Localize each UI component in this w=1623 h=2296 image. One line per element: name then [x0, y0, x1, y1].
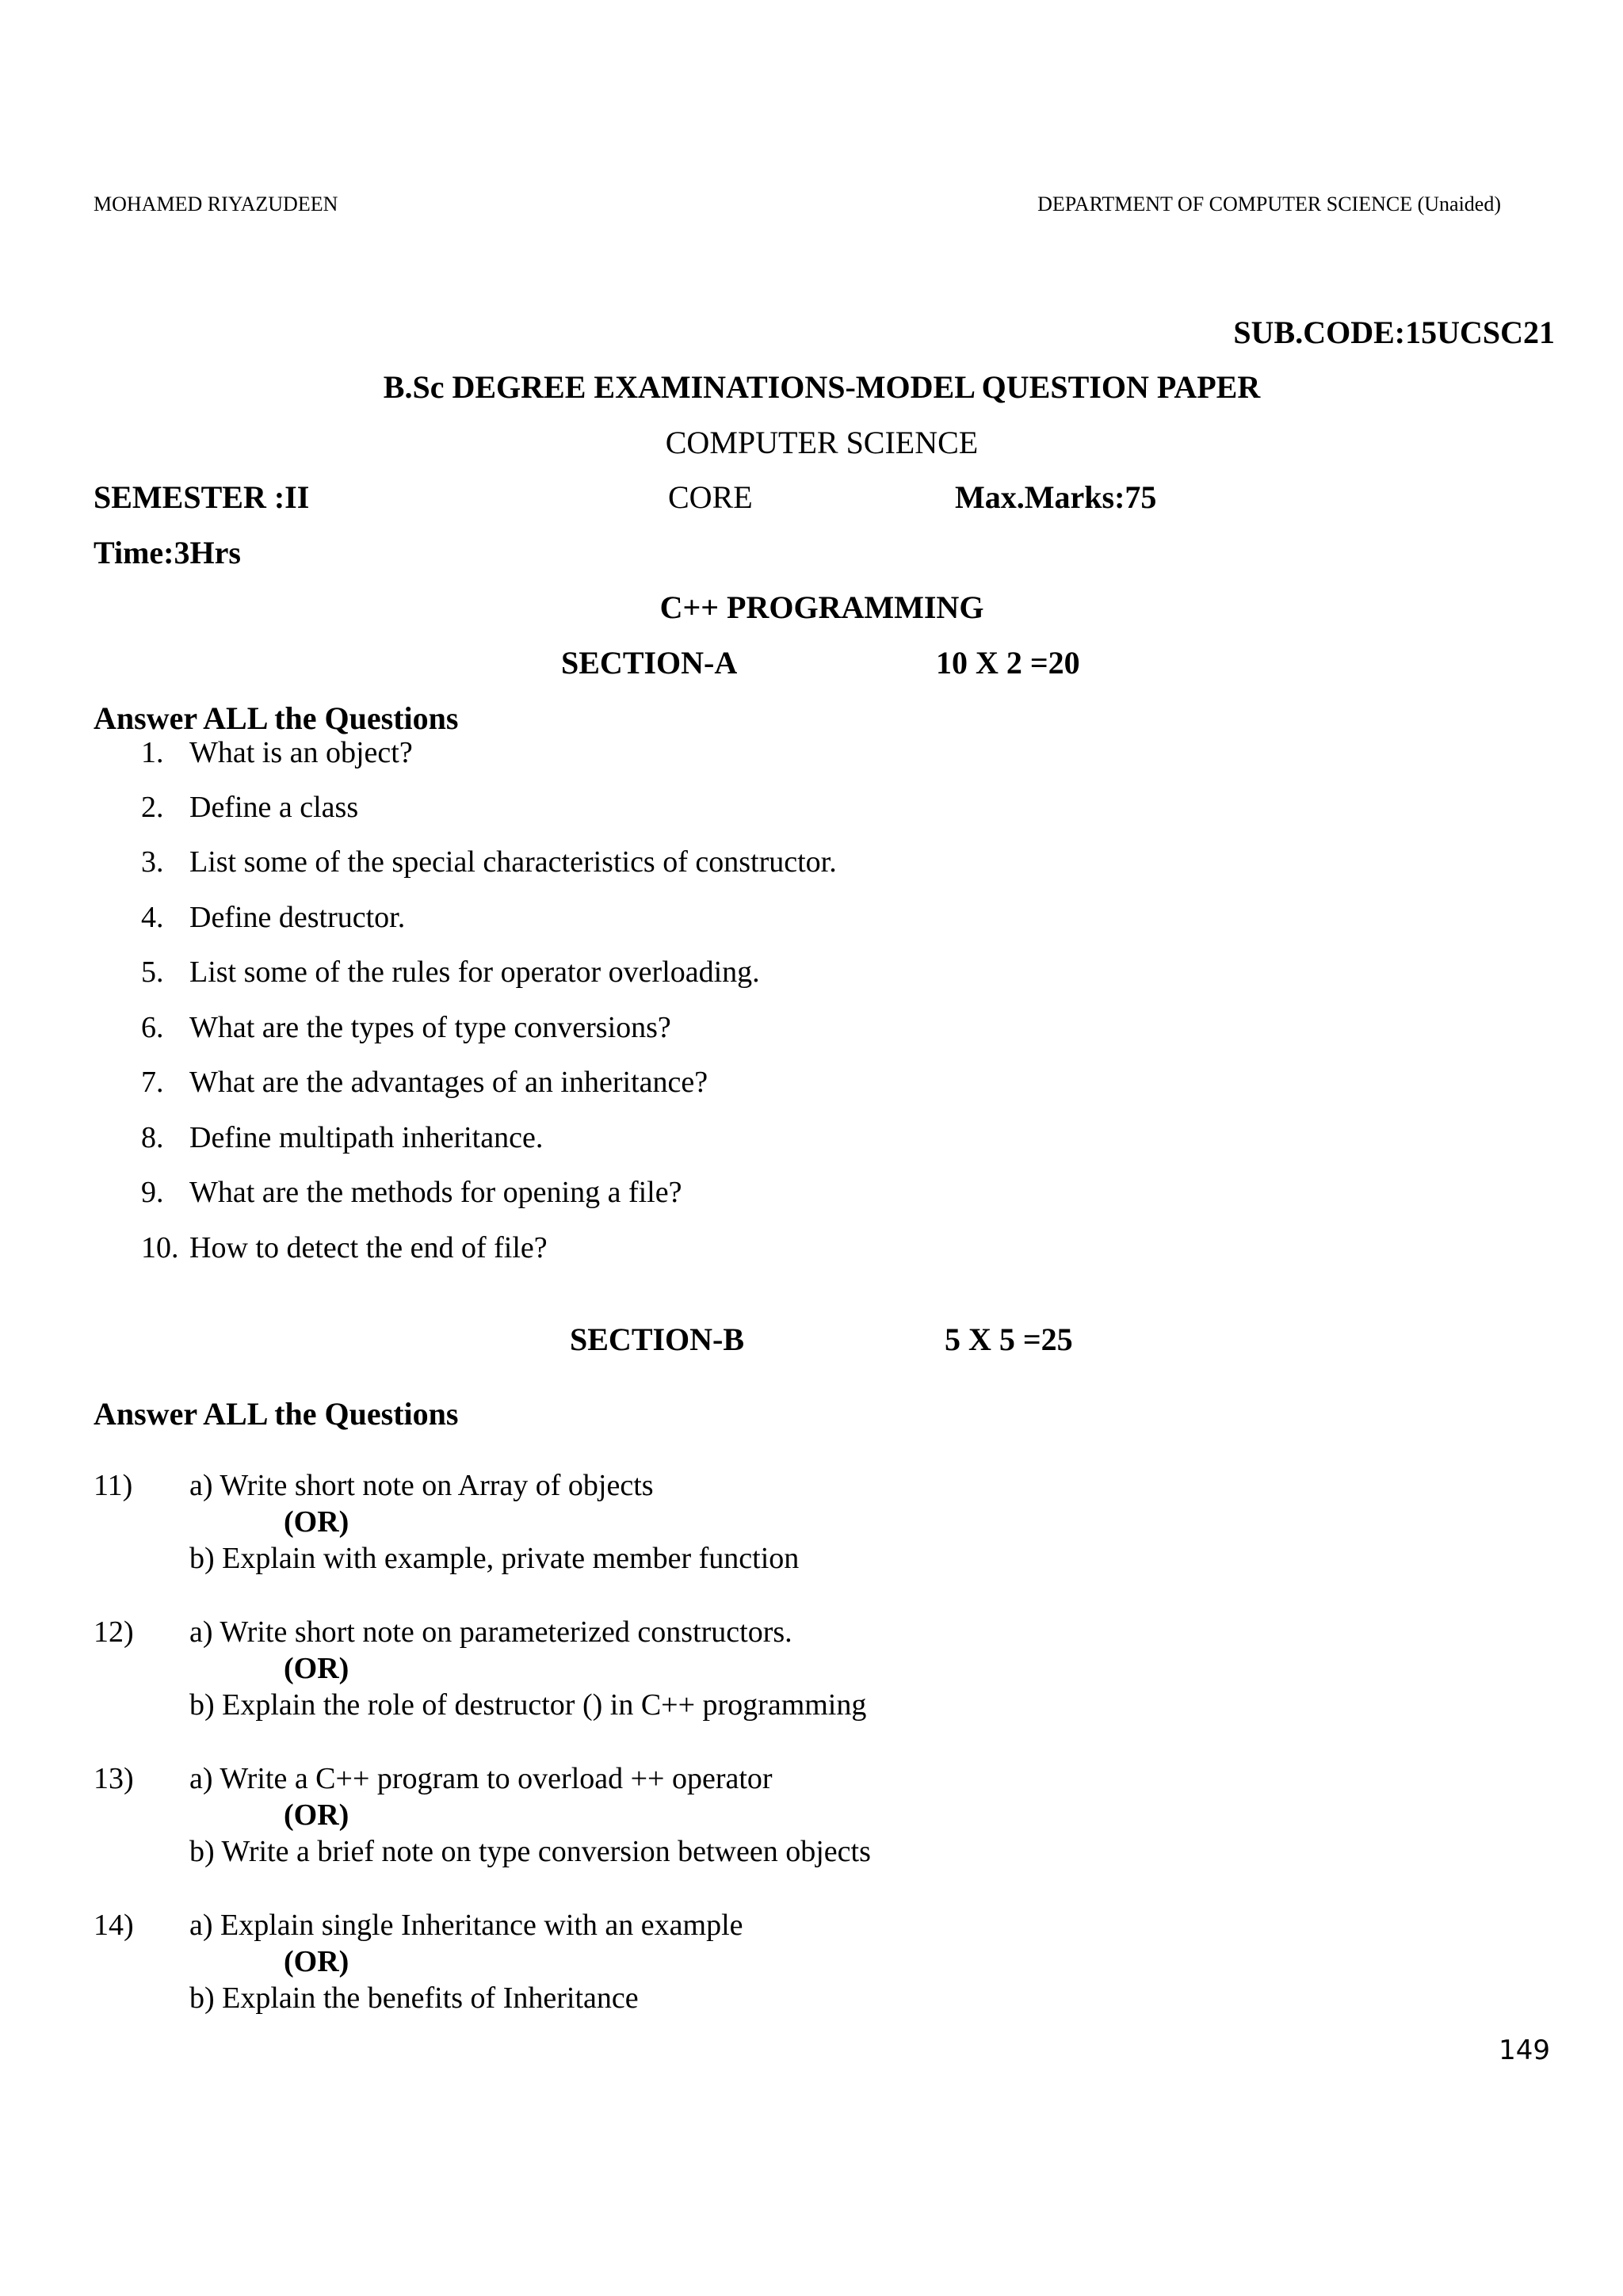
- question-text: How to detect the end of file?: [189, 1231, 548, 1264]
- section-a-title: SECTION-A: [561, 645, 738, 681]
- question-number: 13): [94, 1762, 134, 1795]
- question-text: Define multipath inheritance.: [189, 1121, 544, 1154]
- question-number: 9.: [141, 1176, 164, 1209]
- header-department: DEPARTMENT OF COMPUTER SCIENCE (Unaided): [1037, 193, 1501, 215]
- question-number: 2.: [141, 791, 164, 824]
- section-a-instruction: Answer ALL the Questions: [94, 700, 459, 736]
- or-separator: (OR): [284, 1652, 349, 1685]
- question-option-a: a) Write short note on Array of objects: [189, 1469, 654, 1502]
- question-number: 5.: [141, 955, 164, 989]
- question-text: Define a class: [189, 791, 359, 824]
- paper-type: CORE: [668, 479, 753, 515]
- exam-title: B.Sc DEGREE EXAMINATIONS-MODEL QUESTION PAPER: [383, 369, 1261, 405]
- question-number: 14): [94, 1909, 134, 1942]
- header-author: MOHAMED RIYAZUDEEN: [94, 193, 338, 215]
- max-marks: Max.Marks:75: [955, 479, 1157, 515]
- or-separator: (OR): [284, 1505, 349, 1539]
- question-option-b: b) Explain with example, private member function: [189, 1542, 800, 1575]
- question-number: 7.: [141, 1066, 164, 1099]
- question-number: 10.: [141, 1231, 179, 1264]
- section-b-instruction: Answer ALL the Questions: [94, 1396, 459, 1432]
- page-number: 149: [1499, 2035, 1550, 2066]
- question-option-a: a) Explain single Inheritance with an example: [189, 1909, 743, 1942]
- question-number: 4.: [141, 901, 164, 934]
- paper-title: C++ PROGRAMMING: [659, 589, 984, 625]
- question-number: 8.: [141, 1121, 164, 1154]
- section-a-marks: 10 X 2 =20: [936, 645, 1080, 681]
- question-option-b: b) Explain the benefits of Inheritance: [189, 1981, 639, 2015]
- subject-code: SUB.CODE:15UCSC21: [1233, 315, 1555, 350]
- question-text: List some of the rules for operator overloading.: [189, 955, 760, 989]
- question-number: 1.: [141, 736, 164, 769]
- question-number: 3.: [141, 845, 164, 879]
- question-number: 6.: [141, 1011, 164, 1044]
- question-text: Define destructor.: [189, 901, 406, 934]
- question-text: List some of the special characteristics of constructor.: [189, 845, 837, 879]
- section-b-title: SECTION-B: [570, 1322, 745, 1357]
- subject-name: COMPUTER SCIENCE: [665, 425, 979, 460]
- question-number: 12): [94, 1615, 134, 1649]
- question-text: What are the types of type conversions?: [189, 1011, 671, 1044]
- question-text: What are the methods for opening a file?: [189, 1176, 682, 1209]
- question-option-a: a) Write short note on parameterized constructors.: [189, 1615, 792, 1649]
- question-option-b: b) Write a brief note on type conversion between objects: [189, 1835, 871, 1868]
- question-text: What are the advantages of an inheritance?: [189, 1066, 708, 1099]
- question-text: What is an object?: [189, 736, 413, 769]
- or-separator: (OR): [284, 1798, 349, 1832]
- question-number: 11): [94, 1469, 133, 1502]
- question-option-a: a) Write a C++ program to overload ++ operator: [189, 1762, 773, 1795]
- or-separator: (OR): [284, 1945, 349, 1978]
- exam-time: Time:3Hrs: [94, 535, 241, 570]
- question-option-b: b) Explain the role of destructor () in C++ programming: [189, 1688, 867, 1722]
- semester: SEMESTER :II: [94, 479, 310, 515]
- section-b-marks: 5 X 5 =25: [945, 1322, 1073, 1357]
